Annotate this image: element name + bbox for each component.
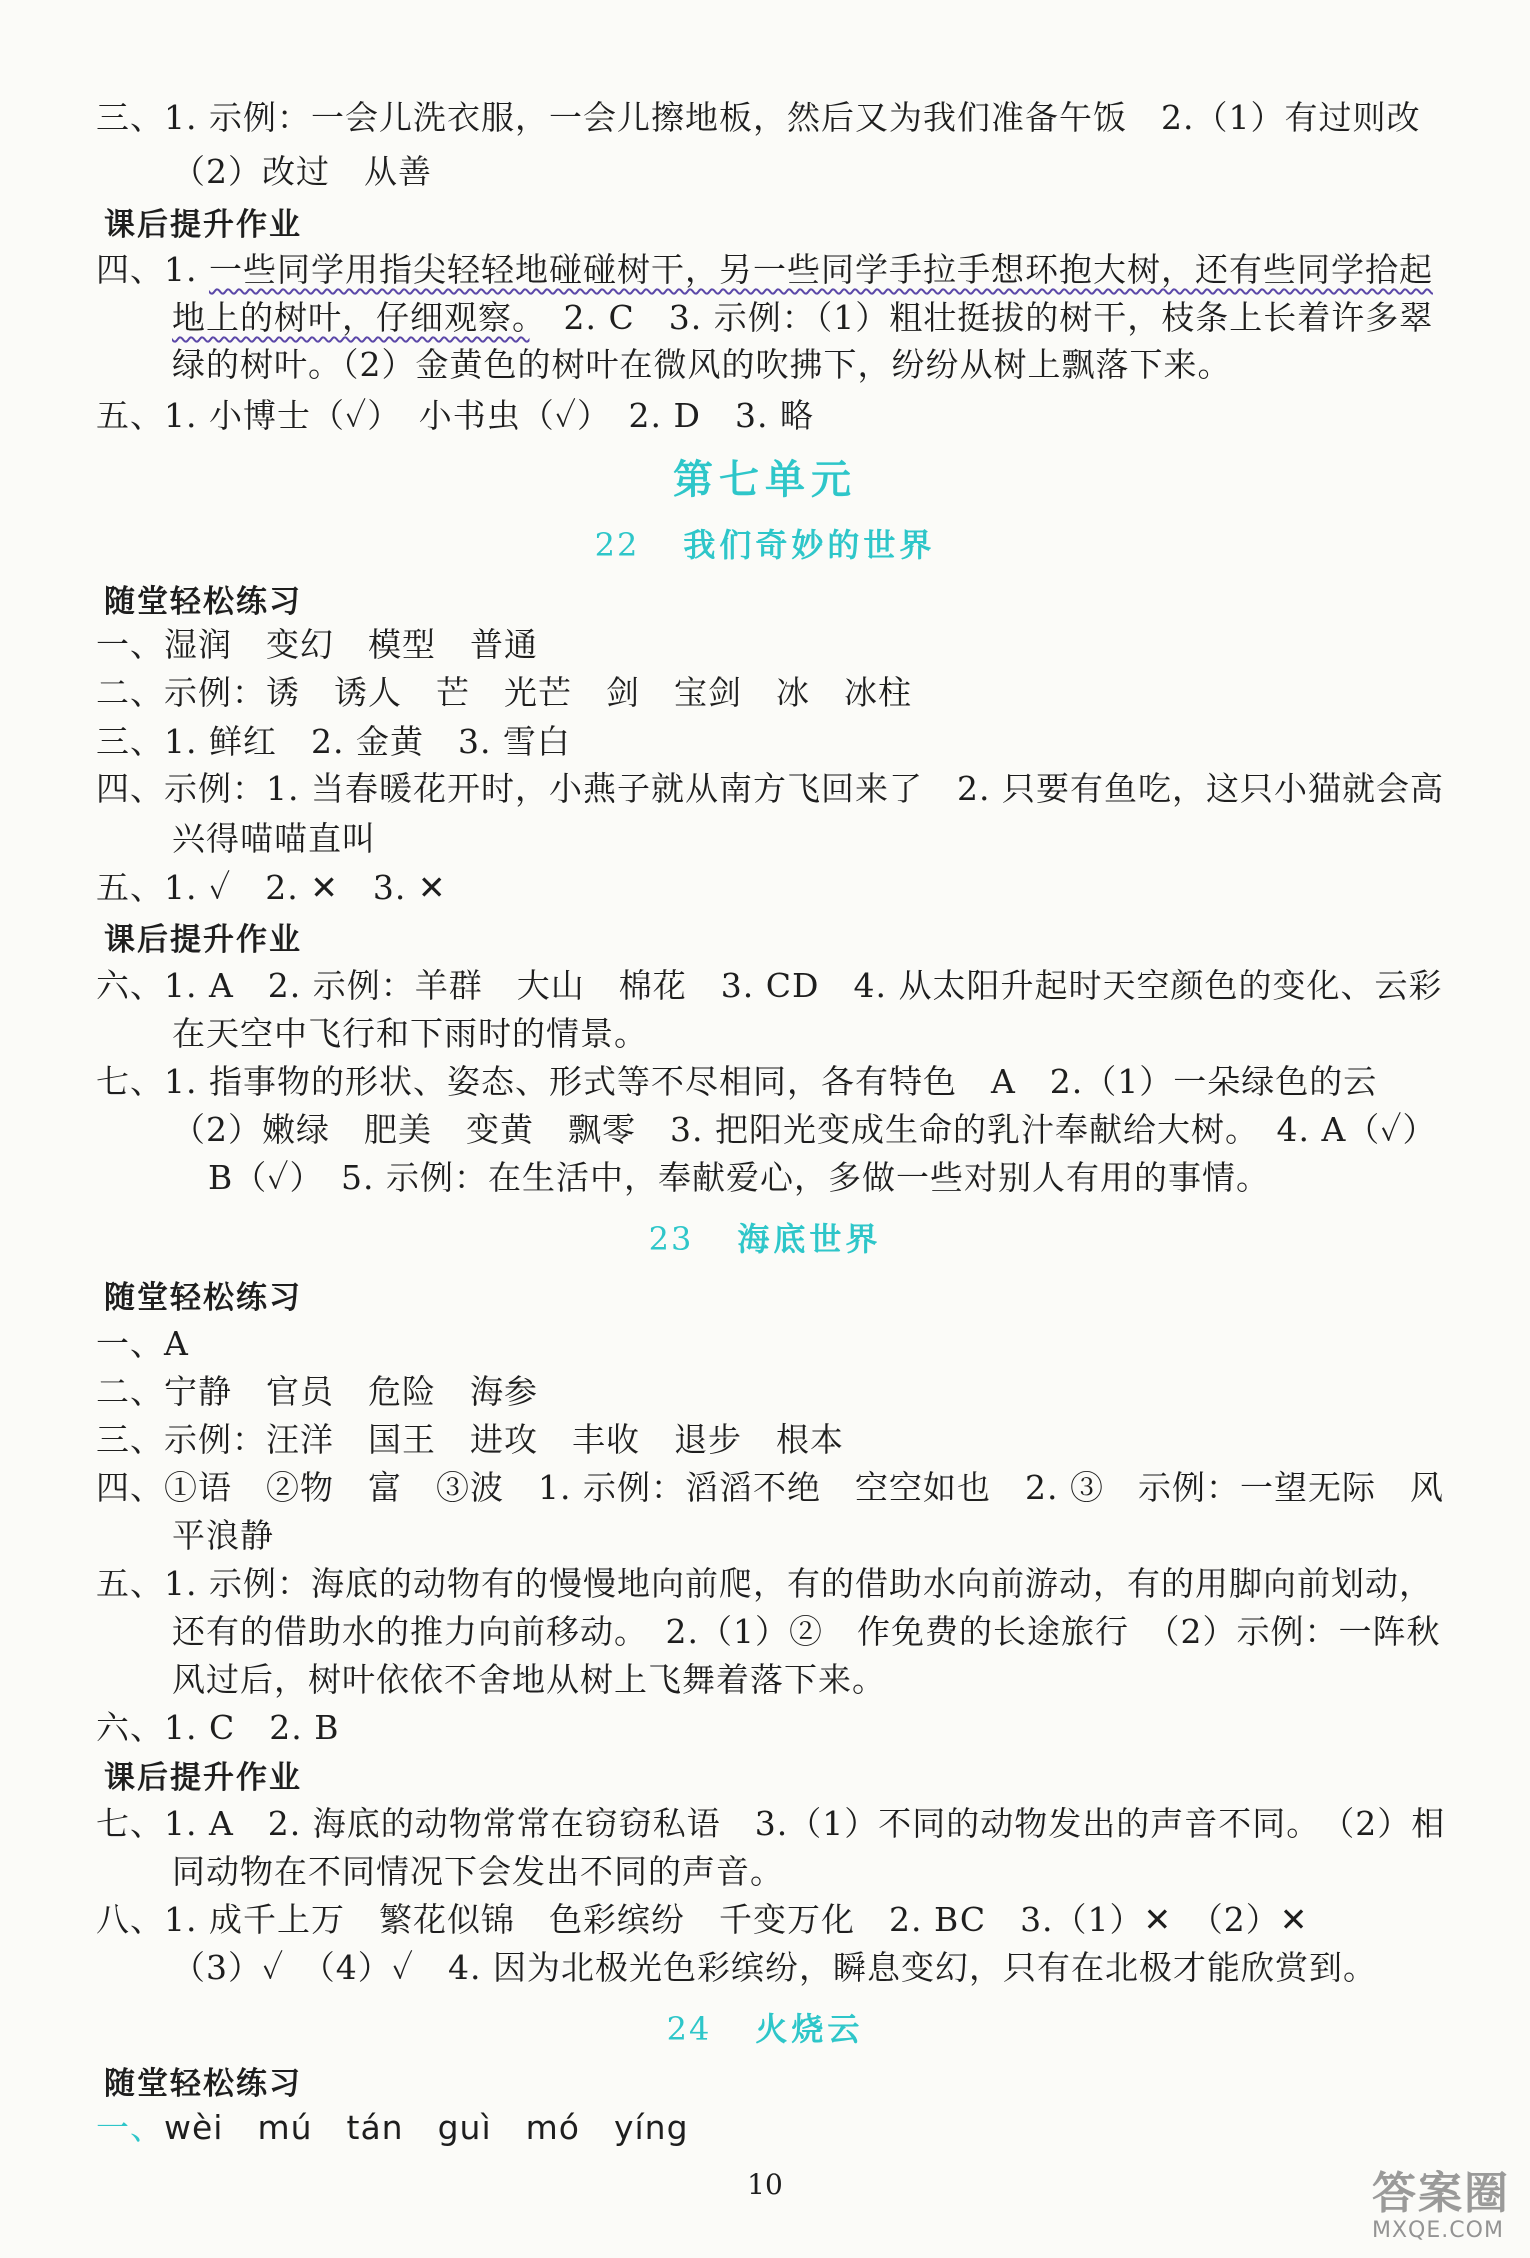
underlined-answer-text: 一些同学用指尖轻轻地碰碰树干，另一些同学手拉手想环抱大树，还有些同学拾起: [208, 250, 1433, 289]
answer-line: 平浪静: [172, 1516, 274, 1555]
answer-line: 六、1. A 2. 示例：羊群 大山 棉花 3. CD 4. 从太阳升起时天空颜色的变化、云彩: [96, 966, 1443, 1005]
answer-line: 五、1. 示例：海底的动物有的慢慢地向前爬，有的借助水向前游动，有的用脚向前划动，: [96, 1564, 1433, 1603]
lesson-name: 我们奇妙的世界: [683, 526, 936, 564]
watermark: [1372, 2170, 1512, 2250]
answer-text: 四、1.: [96, 250, 209, 289]
answer-line: 七、1. A 2. 海底的动物常常在窃窃私语 3.（1）不同的动物发出的声音不同。 （2）相: [96, 1804, 1446, 1843]
answer-line: [96, 2108, 689, 2148]
answer-line: 同动物在不同情况下会发出不同的声音。: [172, 1852, 784, 1891]
section-heading: 课后提升作业: [104, 1760, 302, 1796]
section-heading: 随堂轻松练习: [104, 584, 302, 620]
answer-line: （2）改过 从善: [172, 152, 432, 191]
answer-line: 三、1. 鲜红 2. 金黄 3. 雪白: [96, 722, 571, 761]
answer-line: 四、①语 ②物 富 ③波 1. 示例：滔滔不绝 空空如也 2. ③ 示例：一望无际 风: [96, 1468, 1444, 1507]
answer-prefix: 一、: [96, 2108, 164, 2147]
section-heading: 课后提升作业: [104, 207, 302, 243]
answer-line: 一、A: [96, 1324, 189, 1363]
section-heading: 随堂轻松练习: [104, 1280, 302, 1316]
watermark-url: MXQE.COM: [1372, 2218, 1504, 2243]
answer-line: 五、1. 小博士（✓） 小书虫（✓） 2. D 3. 略: [96, 396, 814, 435]
answer-line: （2）嫩绿 肥美 变黄 飘零 3. 把阳光变成生命的乳汁奉献给大树。 4. A（✓）: [172, 1110, 1437, 1149]
answer-line: 一、湿润 变幻 模型 普通: [96, 625, 538, 664]
answer-line: 六、1. C 2. B: [96, 1708, 340, 1747]
answer-line: [172, 298, 1433, 338]
lesson-title: [0, 2004, 1530, 2050]
answer-line: 绿的树叶。（2）金黄色的树叶在微风的吹拂下，纷纷从树上飘落下来。: [172, 345, 1232, 384]
answer-line: 风过后，树叶依依不舍地从树上飞舞着落下来。: [172, 1660, 886, 1699]
answer-line: 二、宁静 官员 危险 海参: [96, 1372, 538, 1411]
lesson-number: 22: [594, 526, 640, 564]
answer-line: [96, 250, 1433, 290]
answer-line: 五、1. ✓ 2. ✕ 3. ✕: [96, 868, 447, 907]
watermark-logo-text: 答案圈: [1372, 2168, 1510, 2219]
lesson-name: 海底世界: [737, 1220, 882, 1258]
answer-line: 三、示例：汪洋 国王 进攻 丰收 退步 根本: [96, 1420, 844, 1459]
unit-title: 第七单元: [673, 457, 857, 503]
answer-line: 二、示例：诱 诱人 芒 光芒 剑 宝剑 冰 冰柱: [96, 673, 912, 712]
section-heading: 随堂轻松练习: [104, 2066, 302, 2102]
lesson-name: 火烧云: [755, 2010, 864, 2048]
underlined-answer-text: 地上的树叶，仔细观察。: [172, 298, 530, 337]
answer-line: 四、示例：1. 当春暖花开时，小燕子就从南方飞回来了 2. 只要有鱼吃，这只小猫就会高: [96, 769, 1444, 808]
section-heading: 课后提升作业: [104, 922, 302, 958]
page-number: 10: [747, 2168, 783, 2201]
answer-line: 七、1. 指事物的形状、姿态、形式等不尽相同，各有特色 A 2.（1）一朵绿色的云: [96, 1062, 1378, 1101]
answer-text: 2. C 3. 示例：（1）粗壮挺拔的树干，枝条上长着许多翠: [529, 298, 1434, 337]
lesson-title: [0, 520, 1530, 566]
answer-line: B（✓） 5. 示例：在生活中，奉献爱心，多做一些对别人有用的事情。: [208, 1158, 1271, 1197]
pinyin-answers: wèi mú tán guì mó yíng: [164, 2108, 689, 2147]
answer-line: 三、1. 示例：一会儿洗衣服，一会儿擦地板，然后又为我们准备午饭 2.（1）有过则改: [96, 98, 1421, 137]
lesson-number: 23: [648, 1220, 694, 1258]
answer-line: 还有的借助水的推力向前移动。 2.（1）② 作免费的长途旅行 （2）示例：一阵秋: [172, 1612, 1441, 1651]
lesson-title: [0, 1214, 1530, 1260]
answer-line: 在天空中飞行和下雨时的情景。: [172, 1014, 648, 1053]
answer-line: 兴得喵喵直叫: [172, 819, 376, 858]
answer-line: （3）✓ （4）✓ 4. 因为北极光色彩缤纷，瞬息变幻，只有在北极才能欣赏到。: [172, 1948, 1378, 1987]
lesson-number: 24: [666, 2010, 712, 2048]
answer-line: 八、1. 成千上万 繁花似锦 色彩缤纷 千变万化 2. BC 3.（1）✕ （2）✕: [96, 1900, 1309, 1939]
